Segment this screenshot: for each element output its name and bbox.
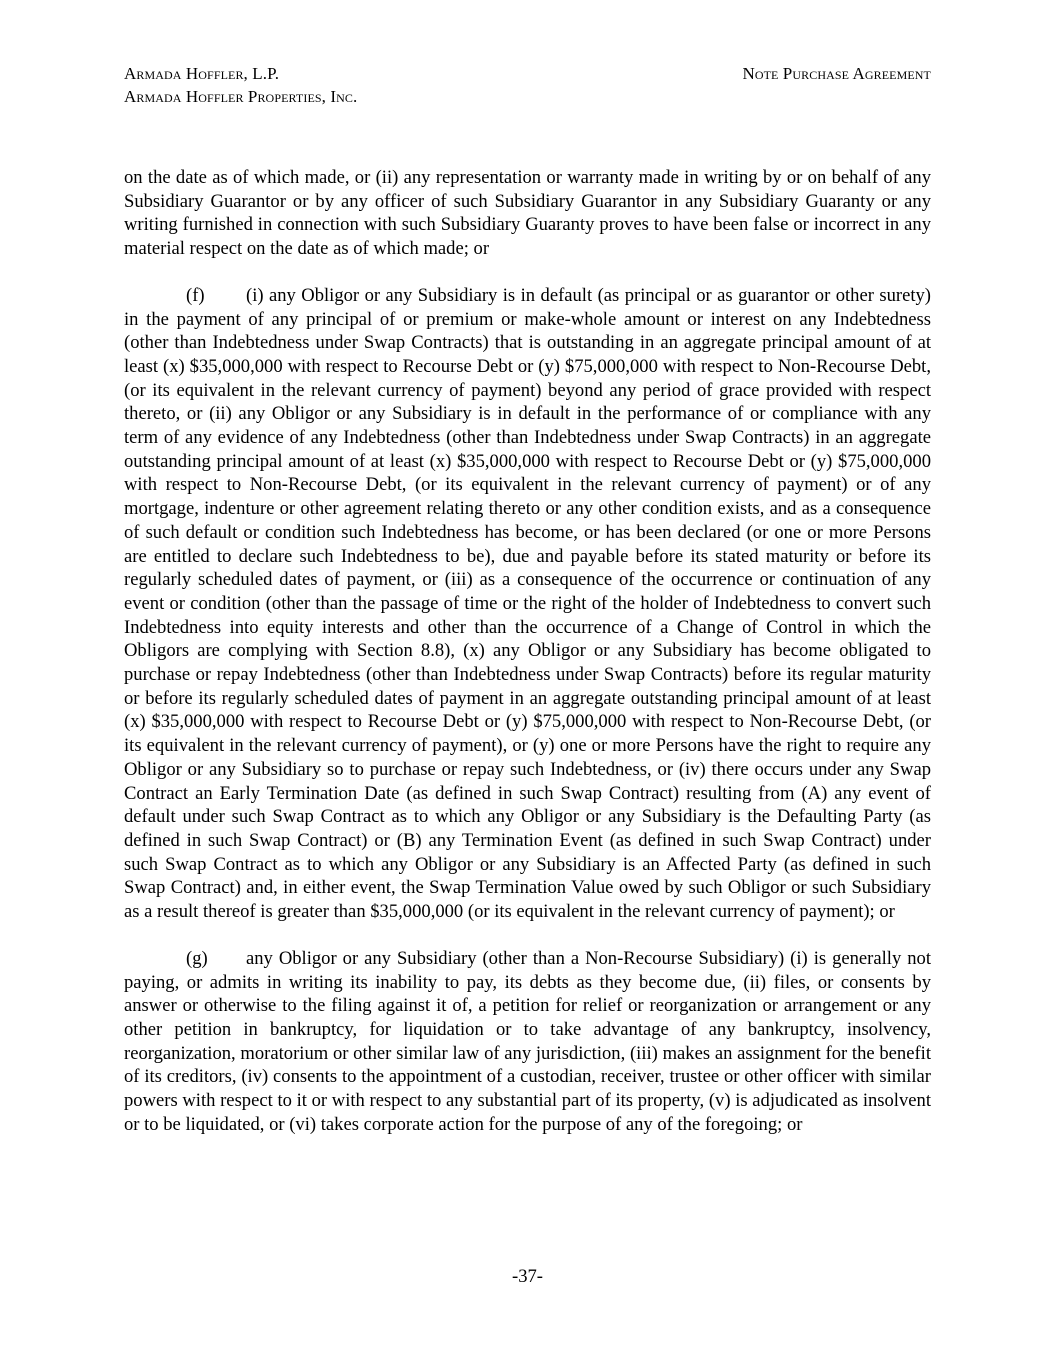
clause-f-text: (i) any Obligor or any Subsidiary is in default (as principal or as guarantor or other surety) in the payment of any principal of or premium or make-whole amount or interest on any Indebtedness (other than Indebtedness under Swap Contracts) that is outstanding in an aggregate principal amount of at least (x) $35,000,000 with respect to Recourse Debt or (y) $75,000,000 with respect to Non-Recourse Debt, (or its equivalent in the relevant currency of payment) beyond any period of grace provided with respect thereto, or (ii) any Obligor or any Subsidiary is in default in the performance of or compliance with any term of any evidence of any Indebtedness (other than Indebtedness under Swap Contracts) in an aggregate outstanding principal amount of at least (x) $35,000,000 with respect to Recourse Debt or (y) $75,000,000 with respect to Non-Recourse Debt, (or its equivalent in the relevant currency of payment) or of any mortgage, indenture or other agreement relating thereto or any other condition exists, and as a consequence of such default or condition such Indebtedness has become, or has been declared (or one or more Persons are entitled to declare such Indebtedness to be), due and payable before its stated maturity or before its regularly scheduled dates of payment, or (iii) as a consequence of the occurrence or continuation of any event or condition (other than the passage of time or the right of the holder of Indebtedness to convert such Indebtedness into equity interests and other than the occurrence of a Change of Control in which the Obligors are complying with Section 8.8), (x) any Obligor or any Subsidiary has become obligated to purchase or repay Indebtedness (other than Indebtedness under Swap Contracts) before its regular maturity or before its regularly scheduled dates of payment in an aggregate outstanding principal amount of at least (x) $35,000,000 with respect to Recourse Debt or (y) $75,000,000 with respect to Non-Recourse Debt, (or its equivalent in the relevant currency of payment), or (y) one or more Persons have the right to require any Obligor or any Subsidiary so to purchase or repay such Indebtedness, or (iv) there occurs under any Swap Contract an Early Termination Date (as defined in such Swap Contract) resulting from (A) any event of default under such Swap Contract as to which any Obligor or any Subsidiary is the Defaulting Party (as defined in such Swap Contract) or (B) any Termination Event (as defined in such Swap Contract) under such Swap Contract as to which any Obligor or any Subsidiary is an Affected Party (as defined in such Swap Contract) and, in either event, the Swap Termination Value owed by such Obligor or such Subsidiary as a result thereof is greater than $35,000,000 (or its equivalent in the relevant currency of payment); or (124, 284, 931, 923)
document-page (124, 62, 931, 1159)
header-parties (124, 62, 357, 108)
clause-g (124, 947, 931, 1137)
page-number: -37- (512, 1266, 543, 1287)
clause-f (124, 284, 931, 924)
header-document-title: Note Purchase Agreement (742, 64, 931, 83)
header-party-inc: Armada Hoffler Properties, Inc. (124, 87, 358, 106)
clause-g-label: (g) (186, 947, 208, 969)
page-header (124, 62, 931, 108)
continuation-paragraph: on the date as of which made, or (ii) any representation or warranty made in writing by or on behalf of any Subsidiary Guarantor or by any officer of such Subsidiary Guarantor in any Subsidiary Guaranty or any writing furnished in connection with such Subsidiary Guaranty proves to have been false or incorrect in any material respect on the date as of which made; or (124, 167, 931, 260)
document-body (124, 166, 931, 1136)
clause-f-label: (f) (186, 284, 205, 306)
clause-g-text: any Obligor or any Subsidiary (other than a Non-Recourse Subsidiary) (i) is generally not paying, or admits in writing its inability to pay, its debts as they become due, (ii) files, or consents by answer or otherwise to the filing against it of, a petition for relief or reorganization or arrangement or any other petition in bankruptcy, for liquidation or to take advantage of any bankruptcy, insolvency, reorganization, moratorium or other similar law of any jurisdiction, (iii) makes an assignment for the benefit of its creditors, (iv) consents to the appointment of a custodian, receiver, trustee or other officer with similar powers with respect to it or with respect to any substantial part of its property, (v) is adjudicated as insolvent or to be liquidated, or (vi) takes corporate action for the purpose of any of the foregoing; or (124, 947, 931, 1135)
header-party-lp: Armada Hoffler, L.P. (124, 64, 280, 83)
